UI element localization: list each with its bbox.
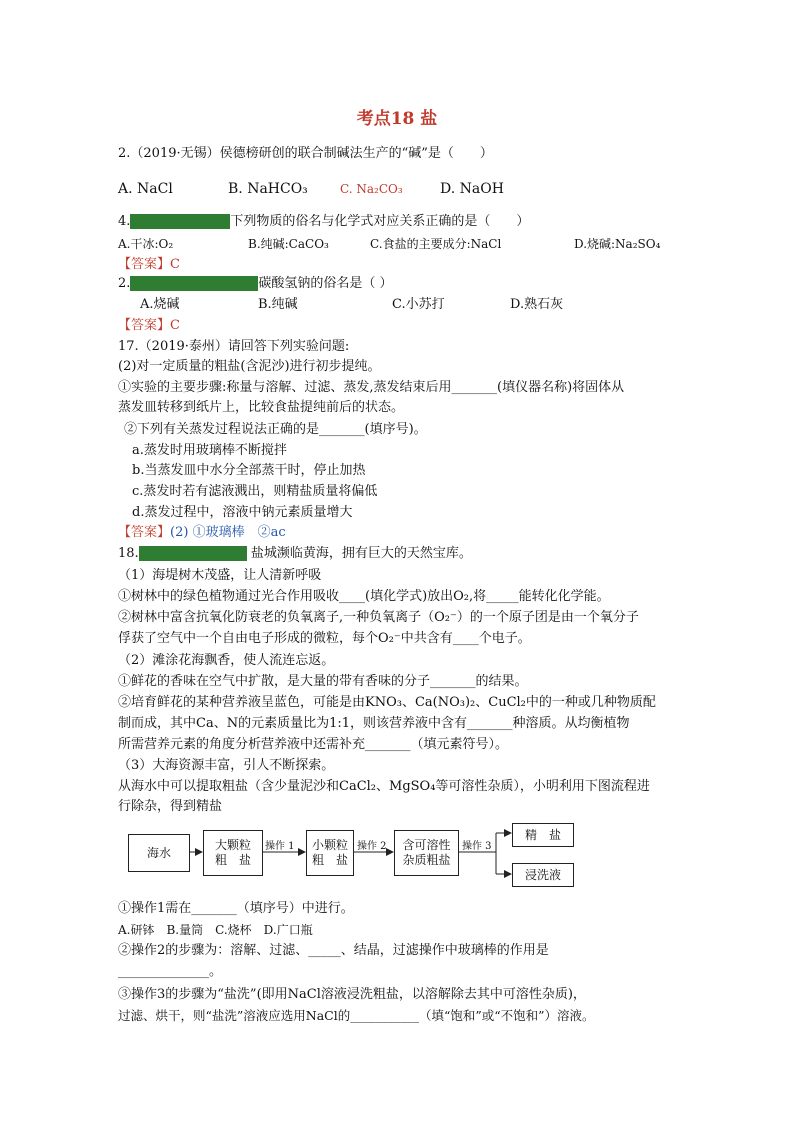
label-op3: 操作 3 bbox=[462, 841, 492, 852]
q18-line: ②培育鲜花的某种营养液呈蓝色，可能是由KNO₃、Ca(NO₃)₂、CuCl₂中的一种或几种物质配 bbox=[118, 695, 656, 710]
q18-line: ②树林中富含抗氧化防衰老的负氧离子,一种负氧离子（O₂⁻）的一个原子团是由一个氧分子 bbox=[118, 610, 639, 625]
option-a: A. NaCl bbox=[118, 181, 173, 197]
q18-line: 行除杂，得到精盐 bbox=[118, 799, 223, 814]
q18-line: 制而成，其中Ca、N的元素质量比为1:1，则该营养液中含有_______种溶质。从均衡植物 bbox=[118, 716, 630, 731]
option-d: D. NaOH bbox=[440, 181, 504, 197]
answer-label: 【答案】 bbox=[118, 318, 171, 333]
question-17-step1: ①实验的主要步骤:称量与溶解、过滤、蒸发,蒸发结束后用_______(填仪器名称)将固体从 bbox=[118, 380, 625, 395]
option-b: b.当蒸发皿中水分全部蒸干时，停止加热 bbox=[132, 463, 366, 478]
q18-after-line: ______________。 bbox=[118, 964, 223, 979]
answer-label: 【答案】 bbox=[118, 257, 171, 272]
label-op2: 操作 2 bbox=[357, 841, 387, 852]
question-number: 18. bbox=[118, 546, 139, 561]
answer-label: 【答案】 bbox=[118, 525, 171, 540]
box-coarse-salt-small: 小颗粒 粗 盐 bbox=[306, 830, 354, 876]
option-c: c.蒸发时若有滤液溅出，则精盐质量将偏低 bbox=[132, 484, 378, 499]
q18-line: ①鲜花的香味在空气中扩散，是大量的带有香味的分子_______的结果。 bbox=[118, 674, 528, 689]
q18-line: ①树林中的绿色植物通过光合作用吸收____(填化学式)放出O₂,将_____能转化化学能。 bbox=[118, 589, 610, 604]
q18-line: （3）大海资源丰富，引人不断探索。 bbox=[118, 758, 335, 773]
answer-value: (2) ①玻璃棒 ②ac bbox=[170, 525, 286, 540]
box-wash-liquid: 浸洗液 bbox=[512, 863, 574, 887]
q18-after-line: 过滤、烘干，则“盐洗”溶液应选用NaCl的___________（填“饱和”或“不饱和”）溶液。 bbox=[118, 1008, 595, 1023]
q18-after-line: ②操作2的步骤为：溶解、过滤、_____、结晶，过滤操作中玻璃棒的作用是 bbox=[118, 943, 549, 958]
question-2b-stem: 碳酸氢钠的俗名是（ ） bbox=[258, 276, 393, 291]
question-17-stem: 17.（2019·泰州）请回答下列实验问题: bbox=[118, 339, 350, 354]
answer-value: C bbox=[170, 257, 180, 272]
box-impure-salt: 含可溶性 杂质粗盐 bbox=[394, 830, 459, 876]
option-c-correct: C. Na₂CO₃ bbox=[340, 182, 403, 196]
box-seawater: 海水 bbox=[128, 834, 190, 872]
q18-after-options: A.研钵 B.量筒 C.烧杯 D.广口瓶 bbox=[118, 923, 313, 937]
q18-line: （1）海堤树木茂盛，让人清新呼吸 bbox=[118, 568, 322, 583]
option-a: a.蒸发时用玻璃棒不断搅拌 bbox=[132, 443, 287, 458]
question-2-stem: 2.（2019·无锡）侯德榜研创的联合制碱法生产的“碱”是（ ） bbox=[118, 146, 493, 161]
box-fine-salt: 精 盐 bbox=[512, 823, 574, 847]
q18-line: 所需营养元素的角度分析营养液中还需补充_______（填元素符号）。 bbox=[118, 737, 509, 752]
option-a: A.烧碱 bbox=[140, 297, 180, 312]
question-17-step1-cont: 蒸发皿转移到纸片上，比较食盐提纯前后的状态。 bbox=[118, 400, 405, 415]
question-17-part2: (2)对一定质量的粗盐(含泥沙)进行初步提纯。 bbox=[118, 359, 381, 374]
label-op1: 操作 1 bbox=[265, 841, 295, 852]
box-coarse-salt-large: 大颗粒 粗 盐 bbox=[203, 830, 263, 876]
question-18-stem: 盐城濒临黄海，拥有巨大的天然宝库。 bbox=[250, 546, 472, 561]
question-number: 4. bbox=[118, 214, 131, 229]
option-c: C.小苏打 bbox=[392, 297, 445, 312]
q18-line: 俘获了空气中一个自由电子形成的微粒，每个O₂⁻中共含有____个电子。 bbox=[118, 631, 531, 646]
question-number: 2. bbox=[118, 276, 131, 291]
q18-line: 从海水中可以提取粗盐（含少量泥沙和CaCl₂、MgSO₄等可溶性杂质），小明利用下图流程进 bbox=[118, 779, 650, 794]
q18-after-line: ③操作3的步骤为“盐洗”(即用NaCl溶液浸洗粗盐，以溶解除去其中可溶性杂质)， bbox=[118, 987, 586, 1002]
q18-after-line: ①操作1需在_______（填序号）中进行。 bbox=[118, 901, 354, 916]
option-b: B.纯碱:CaCO₃ bbox=[248, 237, 329, 251]
option-b: B.纯碱 bbox=[258, 297, 298, 312]
question-17-step2: ②下列有关蒸发过程说法正确的是_______(填序号)。 bbox=[124, 422, 427, 437]
q18-line: （2）滩涂花海飘香，使人流连忘返。 bbox=[118, 653, 335, 668]
option-d: D.烧碱:Na₂SO₄ bbox=[574, 237, 661, 251]
option-c: C.食盐的主要成分:NaCl bbox=[370, 237, 502, 251]
option-b: B. NaHCO₃ bbox=[228, 181, 308, 197]
option-a: A.干冰:O₂ bbox=[118, 237, 174, 251]
page-title: 考点18 盐 bbox=[356, 109, 438, 129]
option-d: D.熟石灰 bbox=[510, 297, 564, 312]
answer-value: C bbox=[170, 318, 180, 333]
question-4-stem: 下列物质的俗名与化学式对应关系正确的是（ ） bbox=[230, 214, 530, 229]
option-d: d.蒸发过程中，溶液中钠元素质量增大 bbox=[132, 505, 353, 520]
